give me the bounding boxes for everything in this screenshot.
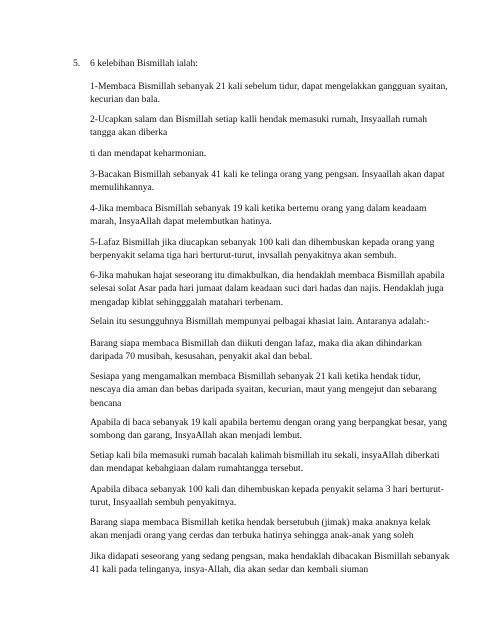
paragraph-khasiat-4: Setiap kali bila memasuki rumah bacalah kalimah bismillah itu sekali, insyaAllah diberkati dan mendapat kebahgiaan dalam rumahtangga tersebut. [90,450,440,475]
paragraph-khasiat-2: Sesiapa yang mengamalkan membaca Bismillah sebanyak 21 kali ketika hendak tidur, nescaya dia aman dan bebas daripada syaitan, kecurian, maut yang mengejut dan sebarang bencana [90,371,437,409]
paragraph-benefit-2: 2-Ucapkan salam dan Bismillah setiap kalli hendak memasuki rumah, Insyaallah rumah tangga akan diberka [90,114,428,139]
paragraph-benefit-4: 4-Jika membaca Bismillah sebanyak 19 kali ketika bertemu orang yang dalam keadaam marah, InsyaAllah dapat melembutkan hatinya. [90,203,427,228]
paragraph-khasiat-3: Apabila di baca sebanyak 19 kali apabila bertemu dengan orang yang berpangkat besar, yang sombong dan garang, InsyaAllah akan menjadi lembut. [90,417,448,442]
paragraph-khasiat-6: Barang siapa membaca Bismillah ketika hendak bersetubuh (jimak) maka anaknya kelak akan menjadi orang yang cerdas dan terbuka hatinya sehingga anak-anak yang soleh [90,517,431,542]
list-number: 5. [73,58,81,69]
paragraph-khasiat-5: Apabila dibaca sebanyak 100 kali dan dihembuskan kepada penyakit selama 3 hari berturut-turut, Insyaallah sembuh penyakitnya. [90,484,444,509]
paragraph-intro-other-benefits: Selain itu sesungguhnya Bismillah mempunyai pelbagai khasiat lain. Antaranya adalah:- [90,316,430,327]
paragraph-benefit-6: 6-Jika mahukan hajat seseorang itu dimakbulkan, dia hendaklah membaca Bismillah apabila selesai solat Asar pada hari jumaat dalam keadaan suci dari hadas dan najis. Hendaklah juga mengadap kiblat sehingggalah matahari terbenam. [90,270,445,308]
paragraph-benefit-5: 5-Lafaz Bismillah jika diucapkan sebanyak 100 kali dan dihembuskan kepada orang yang berpenyakit selama tiga hari berturut-turut, invsallah penyakitnya akan sembuh. [90,237,435,262]
paragraph-benefit-2-continued: ti dan mendapat keharmonian. [90,148,207,159]
paragraph-benefit-3: 3-Bacakan Bismillah sebanyak 41 kali ke telinga orang yang pengsan. Insyaallah akan dapat memulihkannya. [90,169,445,194]
paragraph-khasiat-1: Barang siapa membaca Bismillah dan diikuti dengan lafaz, maka dia akan dihindarkan daripada 70 musibah, kesusahan, penyakit akal dan bebal. [90,338,422,363]
paragraph-benefit-1: 1-Membaca Bismillah sebanyak 21 kali sebelum tidur, dapat mengelakkan gangguan syaitan, kecurian dan bala. [90,81,448,106]
paragraph-khasiat-7: Jika didapati seseorang yang sedang pengsan, maka hendaklah dibacakan Bismillah sebanyak 41 kali pada telinganya, insya-Allah, dia akan sedar dan kembali siuman [90,551,450,576]
section-heading: 6 kelebihan Bismillah ialah: [90,58,198,69]
